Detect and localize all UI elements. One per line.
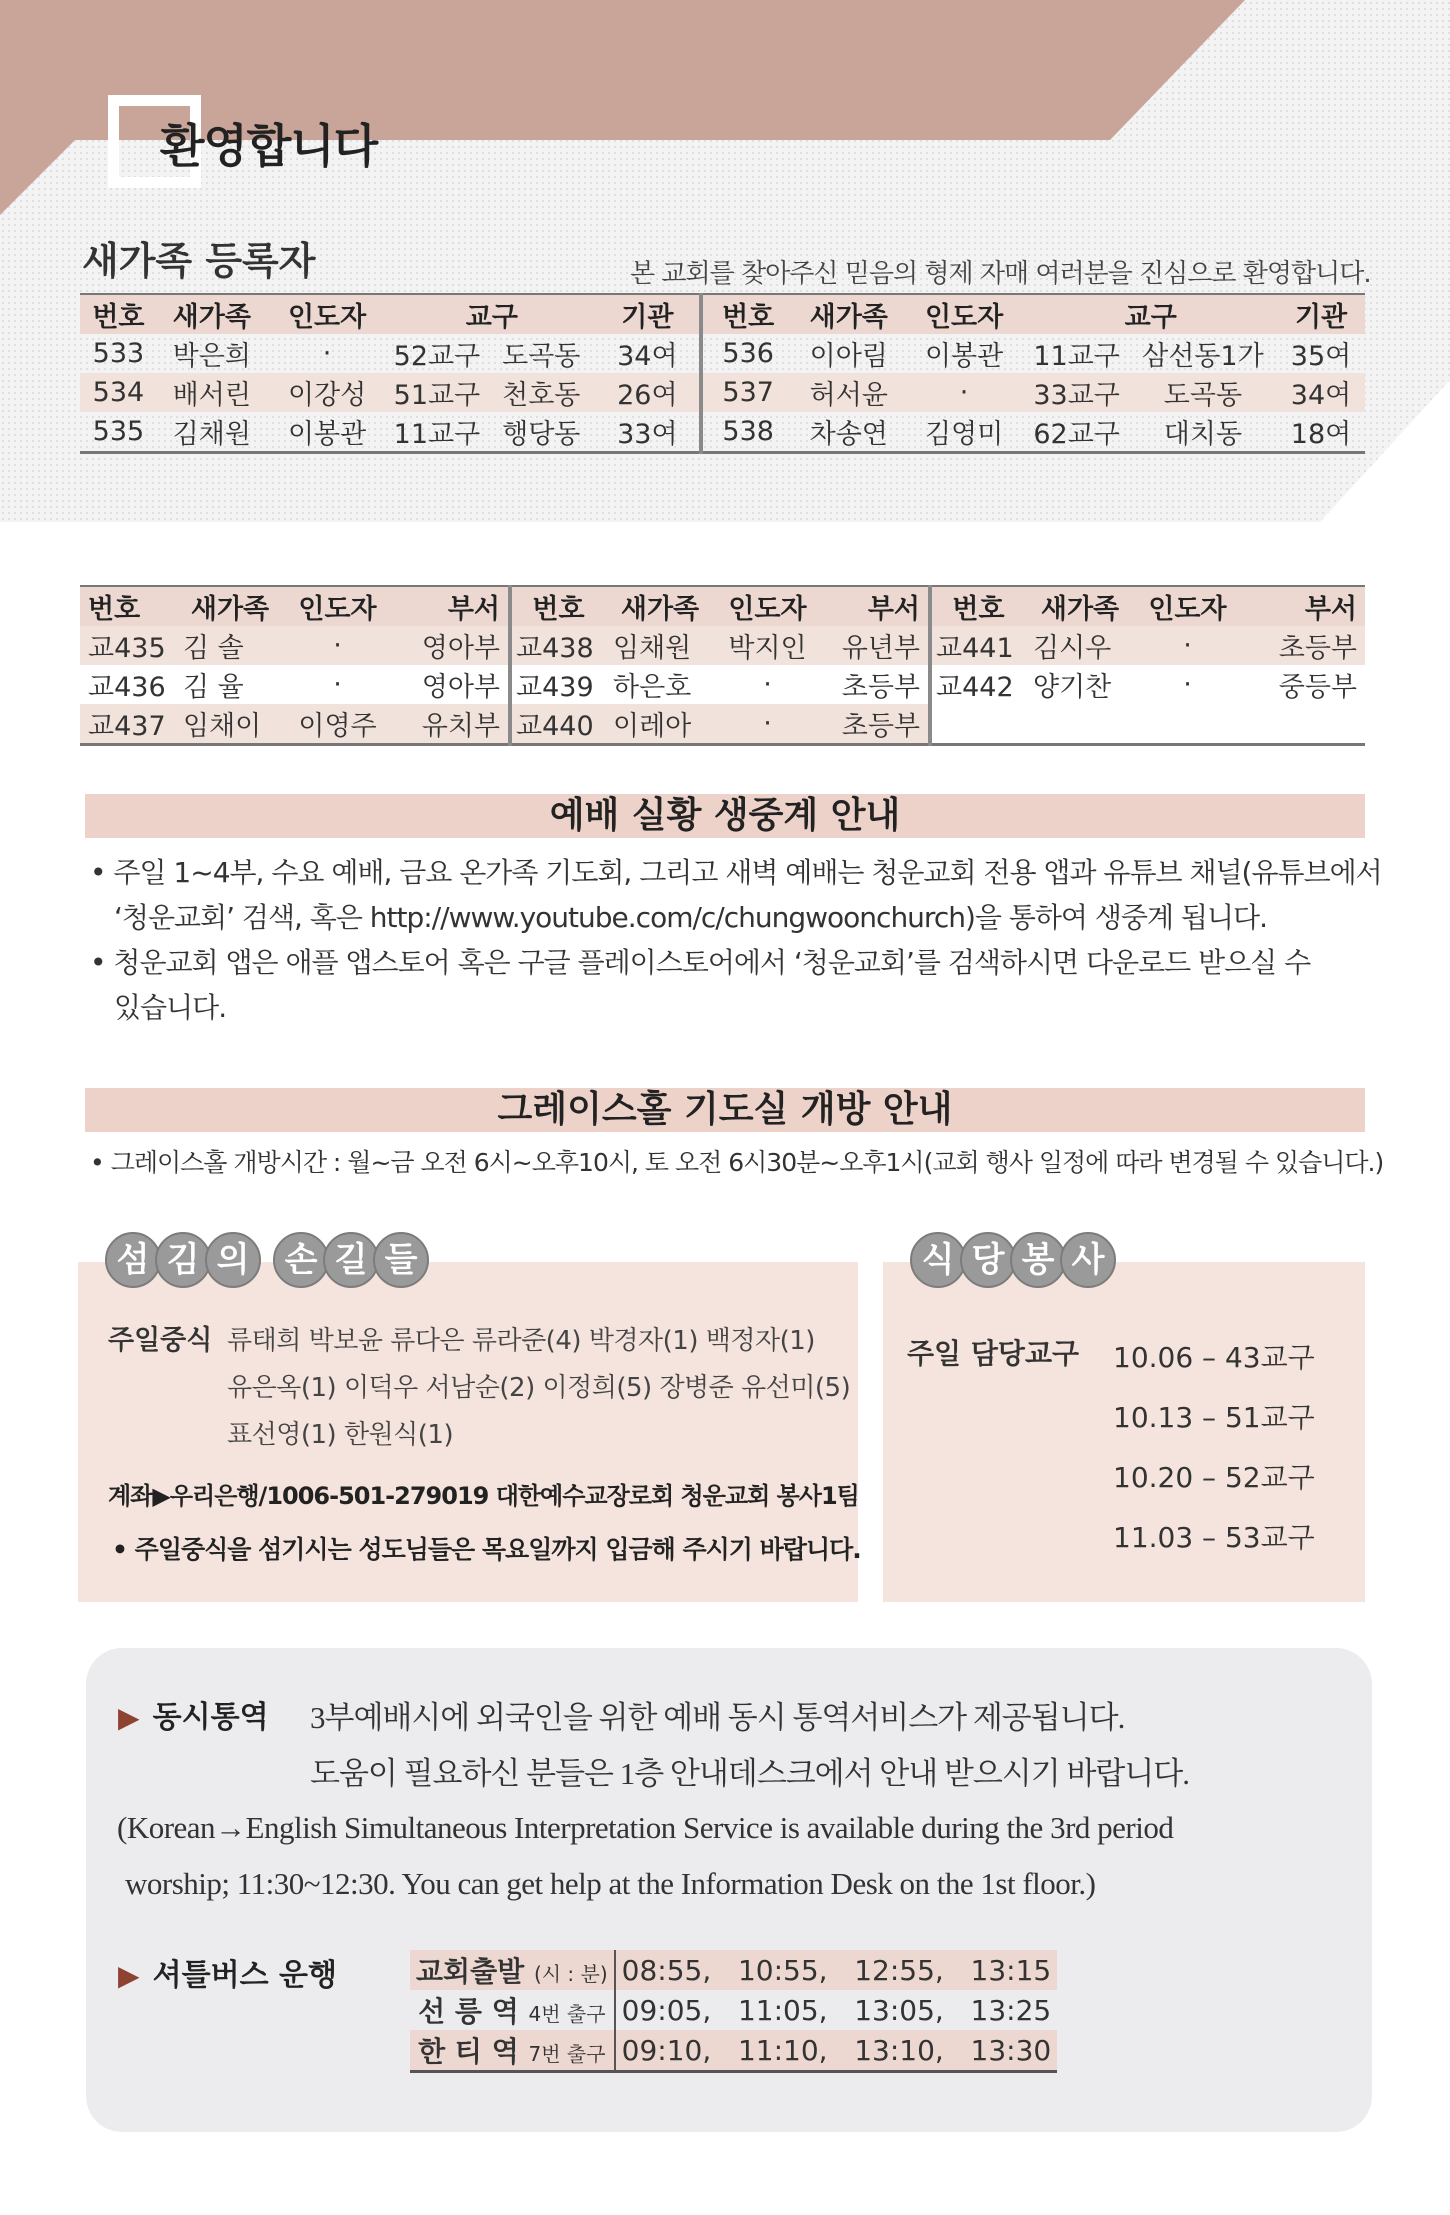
cell-no: 교436 [88,672,166,703]
cell-guide: 김영미 [924,419,1004,450]
cell-no: 교442 [930,665,1025,704]
interpretation-label: 동시통역 [152,1700,269,1735]
cell-no: 535 [92,416,145,447]
live-bullet-2-line-1: • 청운교회 앱은 애플 앱스토어 혹은 구글 플레이스토어에서 ‘청운교회’를 검색하시면 다운로드 받으실 수 [90,946,1311,979]
cell-no: 538 [701,412,794,453]
table-row [80,704,1365,745]
cell-name: 김시우 [1025,626,1135,665]
cell-area: 도곡동 [502,341,581,372]
cell-no: 교437 [80,704,175,745]
cell-parish: 62교구 [1033,419,1120,450]
cell-dept: 초등부 [820,704,930,745]
cell-guide [1135,704,1240,745]
interpretation-heading [118,1692,269,1736]
cell-area: 천호동 [486,373,596,412]
shuttle-times: 09:05, 11:05, 13:05, 13:25 [621,1993,1052,2027]
table-row [410,1950,1057,1990]
school-table [80,585,1365,746]
stop-name: 한 티 역 [418,2035,519,2068]
col-header-org: 기관 [596,294,700,334]
cafeteria-badge [910,1232,1110,1288]
cell-name: 허서윤 [794,373,904,412]
cell-name: 임채원 [605,626,715,665]
cafeteria-schedule [1113,1328,1315,1568]
registrants-header-row [80,294,1365,334]
cell-org: 35여 [1290,341,1352,372]
col-header-name: 새가족 [605,586,715,626]
col-header-dept: 부서 [390,586,510,626]
col-header-parish: 교구 [388,294,597,334]
stop-sub: (시 : 분) [533,1962,608,1986]
cell-no: 534 [80,373,157,412]
col-header-no: 번호 [80,294,157,334]
cell-dept: 초등부 [1240,626,1365,665]
stop-sub: 4번 출구 [528,2002,606,2026]
cell-guide: 이강성 [267,373,388,412]
section-title: 새가족 등록자 [82,239,316,283]
live-bullet-2-line-2: 있습니다. [114,991,227,1024]
cell-no: 533 [92,338,145,369]
cell-guide: · [333,669,342,700]
cell-name: 박은희 [172,341,251,372]
servants-label: 주일중식 [108,1325,213,1356]
col-header-name: 새가족 [1025,586,1135,626]
table-row [80,665,1365,704]
cell-no: 537 [701,373,794,412]
cell-name: 김채원 [172,419,251,450]
grace-banner: 그레이스홀 기도실 개방 안내 [85,1088,1365,1132]
table-row [410,1990,1057,2030]
cell-parish: 51교구 [388,373,487,412]
cell-guide: · [763,669,772,700]
triangle-icon: ▶ [118,1701,140,1734]
table-row [410,2030,1057,2072]
cell-no [930,704,1025,745]
schedule-item: 10.06 – 43교구 [1113,1341,1315,1374]
shuttle-times: 09:10, 11:10, 13:10, 13:30 [615,2030,1058,2072]
cell-name: 임채이 [175,704,285,745]
col-header-no: 번호 [701,294,794,334]
schedule-item: 10.20 – 52교구 [1113,1461,1315,1494]
live-banner: 예배 실황 생중계 안내 [85,794,1365,838]
cafeteria-label: 주일 담당교구 [907,1337,1080,1370]
cell-area: 도곡동 [1129,373,1277,412]
cell-name: 배서린 [157,373,267,412]
schedule-item: 11.03 – 53교구 [1113,1521,1315,1554]
live-bullets [90,850,1390,1030]
triangle-icon: ▶ [118,1959,140,1992]
grace-text: • 그레이스홀 개방시간 : 월~금 오전 6시~오후10시, 토 오전 6시30분~오후1시(교회 행사 일정에 따라 변경될 수 있습니다.) [90,1148,1384,1177]
servants-names-line-3: 표선영(1) 한원식(1) [227,1420,454,1450]
cell-dept: 영아부 [390,626,510,665]
cell-name: 차송연 [809,419,888,450]
cell-dept [1240,704,1365,745]
cell-org: 26여 [596,373,700,412]
shuttle-stop [410,1950,615,1990]
badge-char: 사 [1060,1232,1116,1288]
shuttle-times: 08:55, 10:55, 12:55, 13:15 [615,1950,1058,1990]
table-row [80,334,1365,373]
cell-no: 교439 [510,665,605,704]
cell-no: 교440 [510,704,605,745]
shuttle-table [410,1950,1057,2073]
col-header-guide: 인도자 [715,586,820,626]
cell-name: 이아림 [809,341,888,372]
cell-dept: 영아부 [421,672,500,703]
shuttle-label: 셔틀버스 운행 [152,1958,337,1993]
cell-guide: · [1183,669,1192,700]
cell-guide: · [715,704,820,745]
servants-names-line-2: 유은옥(1) 이덕우 서남순(2) 이정희(5) 장병준 유선미(5) [227,1373,851,1403]
stop-name: 교회출발 [416,1955,525,1988]
col-header-dept: 부서 [1240,586,1365,626]
cell-name: 김 솔 [175,626,285,665]
cell-guide: 이영주 [285,704,390,745]
col-header-no: 번호 [80,586,175,626]
cell-guide: 이봉관 [924,341,1004,372]
cell-area: 삼선동1가 [1142,341,1264,372]
cell-org: 34여 [617,341,678,372]
servants-names-line-1: 류태희 박보윤 류다은 류라준(4) 박경자(1) 백정자(1) [227,1326,815,1356]
servants-names [227,1318,850,1459]
schedule-item: 10.13 – 51교구 [1113,1401,1315,1434]
shuttle-stop [410,2030,615,2072]
col-header-name: 새가족 [794,294,904,334]
cell-org: 33여 [617,419,678,450]
cell-name [1025,704,1135,745]
cell-no: 536 [701,334,794,373]
servants-badge [105,1232,423,1288]
col-header-parish: 교구 [1024,294,1277,334]
cell-guide: · [904,373,1025,412]
cell-guide: 박지인 [715,626,820,665]
cell-name: 이레아 [605,704,715,745]
table-row [80,626,1365,665]
badge-char: 의 [205,1232,261,1288]
table-row [80,373,1365,412]
page-title: 환영합니다 [160,119,378,173]
cell-parish: 52교구 [393,341,481,372]
welcome-message: 본 교회를 찾아주신 믿음의 형제 자매 여러분을 진심으로 환영합니다. [630,259,1371,289]
cell-dept: 유치부 [390,704,510,745]
registrants-table [80,293,1365,454]
cell-dept: 초등부 [841,672,920,703]
cell-parish: 33교구 [1024,373,1128,412]
cell-dept: 유년부 [820,626,930,665]
col-header-org: 기관 [1277,294,1365,334]
col-header-guide: 인도자 [285,586,390,626]
live-bullet-1-line-2: ‘청운교회’ 검색, 혹은 http://www.youtube.com/c/chungwoonchurch)을 통하여 생중계 됩니다. [114,901,1267,934]
cell-org: 18여 [1290,419,1352,450]
shuttle-stop [410,1990,615,2030]
stop-name: 선 릉 역 [418,1995,519,2028]
cell-no: 교438 [510,626,605,665]
badge-char: 봉 [1010,1232,1066,1288]
interpretation-english [117,1800,1173,1912]
stop-sub: 7번 출구 [528,2042,606,2066]
interpretation-line-2: 도움이 필요하신 분들은 1층 안내데스크에서 안내 받으시기 바랍니다. [310,1756,1189,1791]
cell-guide: · [285,626,390,665]
col-header-no: 번호 [510,586,605,626]
col-header-name: 새가족 [157,294,267,334]
cell-name: 양기찬 [1033,672,1112,703]
cell-guide: · [1135,626,1240,665]
school-header-row [80,586,1365,626]
col-header-guide: 인도자 [1135,586,1240,626]
shuttle-heading [118,1950,337,1994]
cell-area: 대치동 [1163,419,1243,450]
table-row [80,412,1365,453]
badge-char: 섬 [105,1232,161,1288]
interpretation-en-line-1: (Korean→English Simultaneous Interpretation Service is available during the 3rd period [117,1810,1174,1845]
cell-name: 하은호 [613,672,692,703]
cell-dept: 중등부 [1278,672,1357,703]
badge-char: 길 [323,1232,379,1288]
col-header-dept: 부서 [820,586,930,626]
cell-parish: 11교구 [1033,341,1120,372]
cell-name: 김 율 [183,672,244,703]
cell-parish: 11교구 [393,419,481,450]
servants-account: 계좌▶우리은행/1006-501-279019 대한예수교장로회 청운교회 봉사1팀 [108,1482,859,1510]
badge-char: 식 [910,1232,966,1288]
badge-char: 당 [960,1232,1016,1288]
cell-guide: 이봉관 [287,419,367,450]
col-header-name: 새가족 [175,586,285,626]
badge-char: 김 [155,1232,211,1288]
cell-area: 행당동 [502,419,581,450]
cell-no: 교435 [80,626,175,665]
col-header-no: 번호 [930,586,1025,626]
cell-org: 34여 [1277,373,1365,412]
interpretation-en-line-2: worship; 11:30~12:30. You can get help at the Information Desk on the 1st floor.) [125,1866,1096,1901]
cell-guide: · [322,338,332,369]
live-bullet-1-line-1: • 주일 1~4부, 수요 예배, 금요 온가족 기도회, 그리고 새벽 예배는 청운교회 전용 앱과 유튜브 채널(유튜브에서 [90,856,1382,889]
badge-char: 손 [273,1232,329,1288]
badge-char: 들 [373,1232,429,1288]
interpretation-line-1: 3부예배시에 외국인을 위한 예배 동시 통역서비스가 제공됩니다. [310,1700,1125,1735]
col-header-guide: 인도자 [904,294,1025,334]
col-header-guide: 인도자 [267,294,388,334]
servants-note: • 주일중식을 섬기시는 성도님들은 목요일까지 입금해 주시기 바랍니다. [112,1535,861,1564]
cell-no: 교441 [930,626,1025,665]
interpretation-korean [310,1690,1189,1802]
